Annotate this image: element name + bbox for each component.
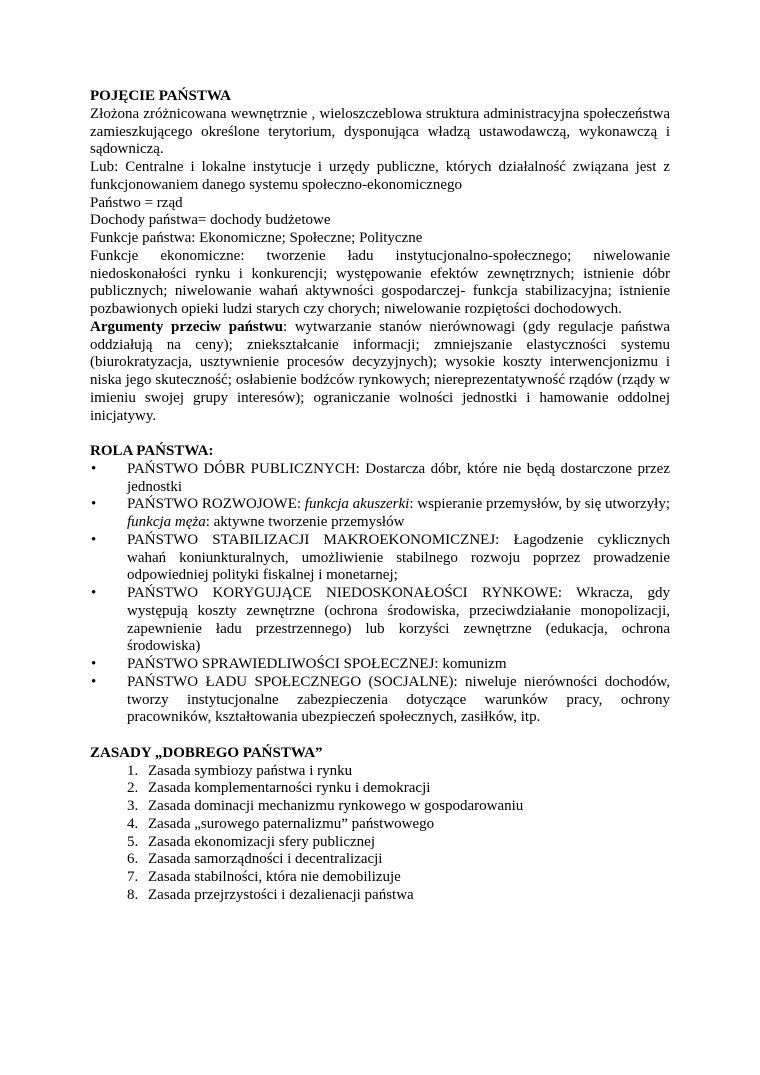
- list-number: 7.: [127, 869, 139, 885]
- line-panstwo-rzad: Państwo = rząd: [90, 194, 183, 211]
- list-item-text: PAŃSTWO SPRAWIEDLIWOŚCI SPOŁECZNEJ: komunizm: [127, 656, 507, 672]
- list-item-text: Zasada stabilności, która nie demobilizuje: [148, 869, 401, 885]
- bullet-icon: •: [91, 496, 97, 513]
- italic-run: funkcja męża: [127, 514, 206, 530]
- paragraph-funkcje-ekonomiczne: Funkcje ekonomiczne: tworzenie ładu instytucjonalno-społecznego; niwelowanie niedoskonałości rynku i konkurencji; występowanie efektów zewnętrznych; istnienie dóbr publicznych; niwelowanie wahań aktywności gospodarczej- funkcja stabilizacyjna; istnienie pozbawionych opieki ludzi starych czy chorych; niwelowanie rozpiętości dochodowych.: [90, 247, 670, 317]
- list-number: 4.: [127, 815, 139, 832]
- list-item-text: Zasada symbiozy państwa i rynku: [148, 762, 353, 779]
- list-item-text: [127, 496, 670, 530]
- list-number: 6.: [127, 851, 139, 868]
- italic-run: funkcja akuszerki: [304, 496, 410, 513]
- argumenty-bold-lead: Argumenty przeciw państwu: [90, 318, 283, 335]
- paragraph-definition: Złożona zróżnicowana wewnętrznie , wieloszczeblowa struktura administracyjna społeczeństwa zamieszkującego określone terytorium, dysponująca władzą ustawodawczą, wykonawczą i sądowniczą.: [90, 105, 670, 158]
- list-item-text: Zasada ekonomizacji sfery publicznej: [148, 833, 375, 850]
- list-item-stabilizacji: [90, 532, 670, 585]
- heading-rola-panstwa: ROLA PAŃSTWA:: [90, 443, 214, 459]
- text-run: PAŃSTWO ROZWOJOWE:: [127, 496, 305, 513]
- list-item: [90, 798, 670, 816]
- list-item: [90, 816, 670, 834]
- list-number: 3.: [127, 798, 139, 814]
- list-item: [90, 851, 670, 869]
- heading-pojecie-panstwa: POJĘCIE PAŃSTWA: [90, 88, 231, 104]
- blank-line: [90, 425, 670, 443]
- list-item-ladu-spolecznego: [90, 674, 670, 727]
- list-item-text: PAŃSTWO STABILIZACJI MAKROEKONOMICZNEJ: Łagodzenie cyklicznych wahań koniunkturalnych, umożliwienie stabilnego rozwoju poprzez prowadzenie odpowiedniej polityki fiskalnej i monetarnej;: [127, 531, 670, 584]
- text-run: : wspieranie przemysłów, by się utworzyły;: [409, 496, 670, 513]
- line-funkcje-panstwa: Funkcje państwa: Ekonomiczne; Społeczne; Polityczne: [90, 230, 423, 246]
- bullet-icon: •: [91, 656, 97, 672]
- list-number: 8.: [127, 886, 139, 903]
- bullet-icon: •: [91, 531, 97, 548]
- rola-bullet-list: [90, 461, 670, 727]
- list-number: 1.: [127, 762, 139, 779]
- list-item-dobr-publicznych: [90, 461, 670, 497]
- list-item-sprawiedliwosci: [90, 656, 670, 674]
- list-item-korygujace: [90, 585, 670, 656]
- blank-line: [90, 727, 670, 745]
- list-item: [90, 834, 670, 852]
- list-number: 2.: [127, 780, 139, 797]
- list-item-text: PAŃSTWO DÓBR PUBLICZNYCH: Dostarcza dóbr, które nie będą dostarczone przez jednostki: [127, 460, 670, 495]
- list-item-text: PAŃSTWO ŁADU SPOŁECZNEGO (SOCJALNE): niweluje nierówności dochodów, tworzy instytucjonalne zabezpieczenia dotyczące warunków pracy, ochrony pracowników, kształtowania ubezpieczeń społecznych, zasiłków, itp.: [127, 673, 670, 726]
- list-item: [90, 780, 670, 798]
- document-content: [90, 88, 670, 905]
- paragraph-argumenty-przeciw: [90, 319, 670, 426]
- list-item-text: Zasada dominacji mechanizmu rynkowego w gospodarowaniu: [148, 798, 524, 814]
- list-item-rozwojowe: [90, 496, 670, 532]
- list-item: [90, 763, 670, 781]
- list-item-text: Zasada przejrzystości i dezalienacji państwa: [148, 886, 414, 903]
- line-dochody-panstwa: Dochody państwa= dochody budżetowe: [90, 212, 331, 229]
- bullet-icon: •: [91, 460, 97, 477]
- paragraph-lub-definition: Lub: Centralne i lokalne instytucje i urzędy publiczne, których działalność związana jest z funkcjonowaniem danego systemu społeczno-ekonomicznego: [90, 159, 670, 193]
- text-run: : aktywne tworzenie przemysłów: [205, 514, 405, 530]
- list-item-text: Zasada samorządności i decentralizacji: [148, 851, 383, 868]
- list-item-text: Zasada komplementarności rynku i demokracji: [148, 780, 431, 797]
- heading-zasady-dobrego-panstwa: ZASADY „DOBREGO PAŃSTWA”: [90, 744, 323, 761]
- list-item-text: PAŃSTWO KORYGUJĄCE NIEDOSKONAŁOŚCI RYNKOWE: Wkracza, gdy występują koszty zewnętrzne (ochrona środowiska, przeciwdziałanie monopolizacji, zapewnienie ładu przestrzennego) lub korzyści zewnętrzne (edukacja, ochrona środowiska): [127, 585, 670, 655]
- list-number: 5.: [127, 833, 139, 850]
- bullet-icon: •: [91, 585, 97, 601]
- list-item-text: Zasada „surowego paternalizmu” państwowego: [148, 815, 435, 832]
- bullet-icon: •: [91, 673, 97, 690]
- argumenty-body-text: : wytwarzanie stanów nierównowagi (gdy regulacje państwa oddziałują na ceny); zniekształcanie informacji; zmniejszanie elastyczności systemu (biurokratyzacja, usztywnienie procesów decyzyjnych); wysokie koszty interwencjonizmu i niska jego skuteczność; osłabienie bodźców rynkowych; niereprezentatywność rządów (rządy w imieniu swojej grupy interesów); ograniczanie wolności jednostki i hamowanie oddolnej inicjatywy.: [90, 318, 670, 424]
- zasady-numbered-list: [90, 763, 670, 905]
- list-item: [90, 887, 670, 905]
- list-item: [90, 869, 670, 887]
